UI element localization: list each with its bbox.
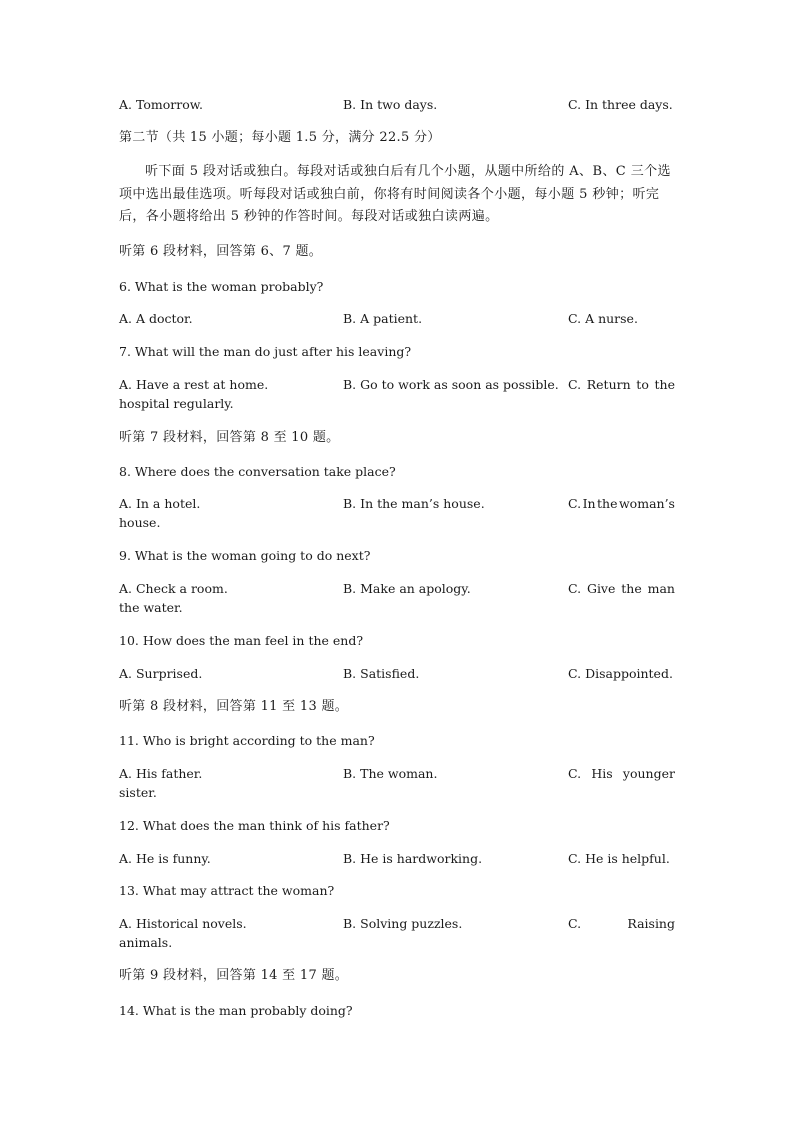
question-8: 8. Where does the conversation take place? bbox=[119, 464, 396, 479]
q10-option-a: A. Surprised. bbox=[119, 666, 203, 681]
q11-option-c: C. His younger bbox=[568, 766, 675, 781]
q8-option-c: C. In the woman’s bbox=[568, 496, 675, 511]
question-9: 9. What is the woman going to do next? bbox=[119, 548, 371, 563]
question-11: 11. Who is bright according to the man? bbox=[119, 733, 375, 748]
question-10: 10. How does the man feel in the end? bbox=[119, 633, 364, 648]
q11-option-a: A. His father. bbox=[119, 766, 203, 781]
q13-option-c: C. Raising bbox=[568, 916, 675, 931]
question-14: 14. What is the man probably doing? bbox=[119, 1003, 353, 1018]
q8-option-a: A. In a hotel. bbox=[119, 496, 201, 511]
instructions-paragraph: 听下面 5 段对话或独白。每段对话或独白后有几个小题，从题中所给的 A、B、C 三个选项中选出最佳选项。听每段对话或独白前，你将有时间阅读各个小题，每小题 5 秒钟；听完后，各小题将给出 5 秒钟的作答时间。每段对话或独白读两遍。 bbox=[119, 164, 671, 224]
q6-option-c: C. A nurse. bbox=[568, 311, 638, 326]
material-9-heading: 听第 9 段材料，回答第 14 至 17 题。 bbox=[119, 968, 349, 983]
section-header: 第二节（共 15 小题；每小题 1.5 分，满分 22.5 分） bbox=[119, 130, 441, 145]
q9-option-c-continued: the water. bbox=[119, 600, 183, 615]
question-6: 6. What is the woman probably? bbox=[119, 279, 324, 294]
q12-option-c: C. He is helpful. bbox=[568, 851, 670, 866]
question-13: 13. What may attract the woman? bbox=[119, 883, 335, 898]
q6-option-a: A. A doctor. bbox=[119, 311, 193, 326]
material-7-heading: 听第 7 段材料，回答第 8 至 10 题。 bbox=[119, 430, 340, 445]
q9-option-c: C. Give the man bbox=[568, 581, 675, 596]
material-6-heading: 听第 6 段材料，回答第 6、7 题。 bbox=[119, 244, 323, 259]
q8-option-c-continued: house. bbox=[119, 515, 161, 530]
q12-option-a: A. He is funny. bbox=[119, 851, 211, 866]
q10-option-b: B. Satisfied. bbox=[343, 666, 420, 681]
q5-option-c: C. In three days. bbox=[568, 97, 673, 112]
q6-option-b: B. A patient. bbox=[343, 311, 423, 326]
q7-option-c: C. Return to the bbox=[568, 377, 675, 392]
material-8-heading: 听第 8 段材料，回答第 11 至 13 题。 bbox=[119, 699, 349, 714]
question-7: 7. What will the man do just after his leaving? bbox=[119, 344, 412, 359]
q8-option-b: B. In the man’s house. bbox=[343, 496, 485, 511]
question-12: 12. What does the man think of his father? bbox=[119, 818, 390, 833]
q13-option-b: B. Solving puzzles. bbox=[343, 916, 463, 931]
q9-option-b: B. Make an apology. bbox=[343, 581, 471, 596]
q7-option-b: B. Go to work as soon as possible. bbox=[343, 377, 559, 392]
q10-option-c: C. Disappointed. bbox=[568, 666, 673, 681]
q12-option-b: B. He is hardworking. bbox=[343, 851, 483, 866]
q7-option-a: A. Have a rest at home. bbox=[119, 377, 269, 392]
q11-option-c-continued: sister. bbox=[119, 785, 157, 800]
q5-option-a: A. Tomorrow. bbox=[119, 97, 203, 112]
q13-option-c-continued: animals. bbox=[119, 935, 173, 950]
q7-option-c-continued: hospital regularly. bbox=[119, 396, 234, 411]
q11-option-b: B. The woman. bbox=[343, 766, 438, 781]
q5-option-b: B. In two days. bbox=[343, 97, 438, 112]
q13-option-a: A. Historical novels. bbox=[119, 916, 247, 931]
q9-option-a: A. Check a room. bbox=[119, 581, 228, 596]
